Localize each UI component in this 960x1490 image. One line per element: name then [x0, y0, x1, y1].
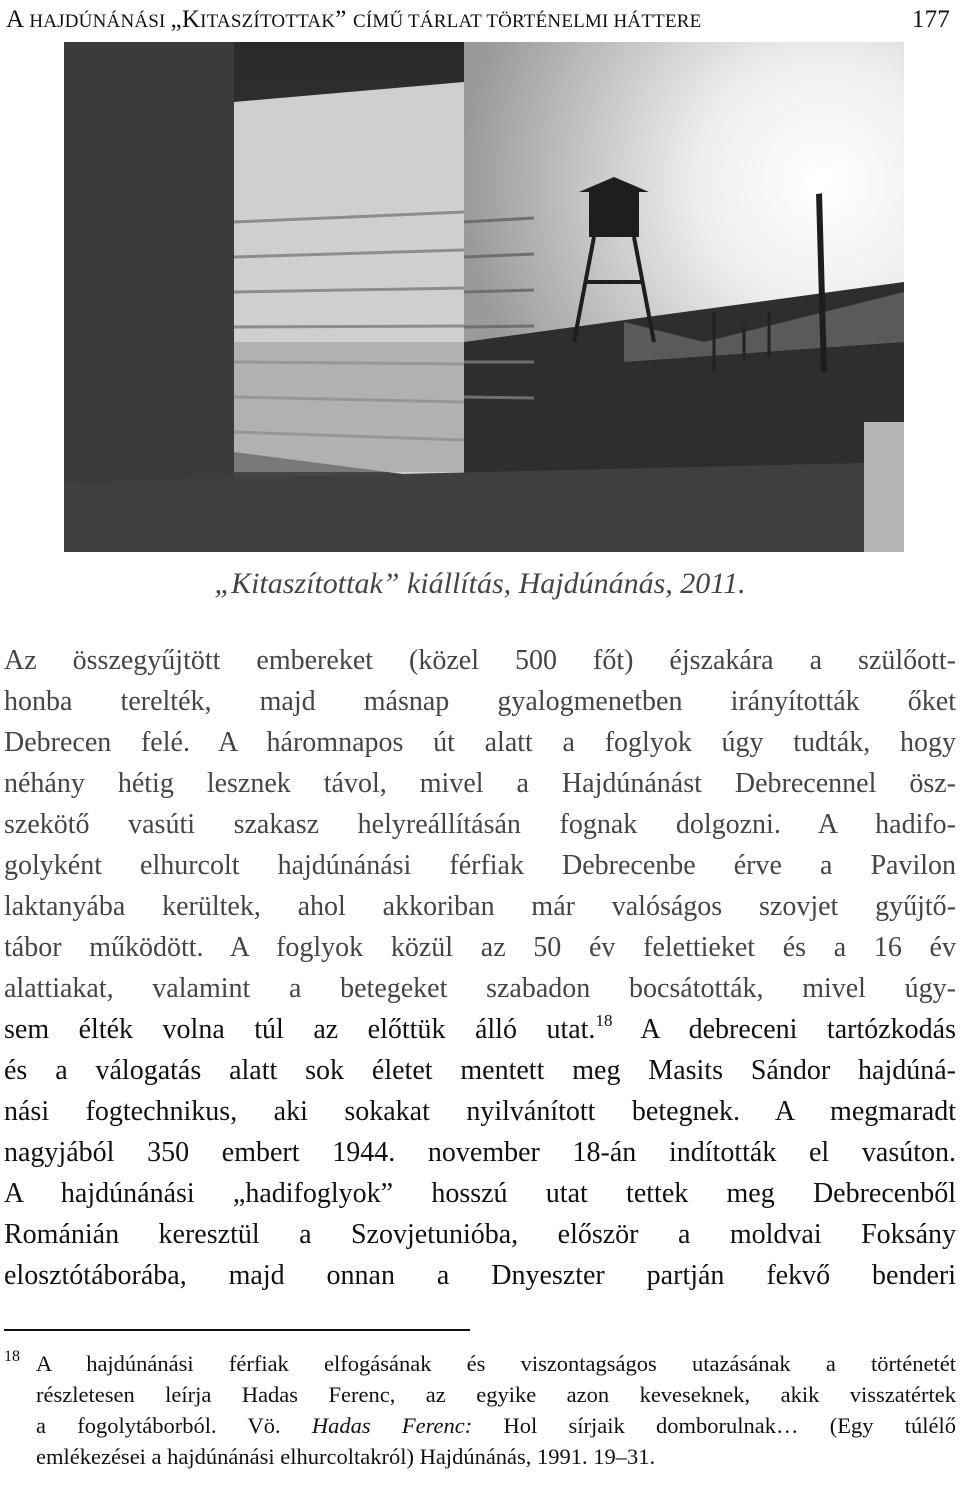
body-line: golyként elhurcolt hajdúnánási férfiak Debrecenbe érve a Pavilon: [4, 850, 956, 881]
body-line: Románián keresztül a Szovjetunióba, először a moldvai Foksány: [4, 1219, 956, 1250]
body-line: A hajdúnánási „hadifoglyok” hosszú utat tettek meg Debrecenből: [4, 1178, 956, 1209]
footnote-line: emlékezései a hajdúnánási elhurcoltakról) Hajdúnánás, 1991. 19–31.: [36, 1444, 656, 1469]
exhibition-photo: [64, 42, 904, 552]
body-line: szekötő vasúti szakasz helyreállításán fognak dolgozni. A hadifo-: [4, 809, 956, 840]
body-line: és a válogatás alatt sok életet mentett meg Masits Sándor hajdúná-: [4, 1055, 956, 1086]
body-line: Az összegyűjtött embereket (közel 500 főt) éjszakára a szülőott-: [4, 645, 956, 676]
figure-caption: „Kitaszítottak” kiállítás, Hajdúnánás, 2011.: [214, 567, 746, 600]
footnote-divider: [4, 1329, 470, 1331]
footnote-line: részletesen leírja Hadas Ferenc, az egyike azon keveseknek, akik visszatértek: [36, 1382, 956, 1407]
body-line: alattiakat, valamint a betegeket szabadon bocsátották, mivel úgy-: [4, 973, 956, 1004]
footnote-text: [36, 1348, 956, 1472]
footnote-reference: 18: [595, 1011, 613, 1030]
body-line: nagyjából 350 embert 1944. november 18-án indították el vasúton.: [4, 1137, 956, 1168]
body-text: [4, 640, 956, 1296]
running-title: A HAJDÚNÁNÁSI „KITASZÍTOTTAK” CÍMŰ TÁRLAT TÖRTÉNELMI HÁTTERE: [6, 6, 702, 33]
body-line: Debrecen felé. A háromnapos út alatt a foglyok úgy tudták, hogy: [4, 727, 956, 758]
footnote-line: a fogolytáborból. Vö. Hadas Ferenc: Hol sírjaik domborulnak… (Egy túlélő: [36, 1413, 957, 1438]
body-line: nási fogtechnikus, aki sokakat nyilvánított betegnek. A megmaradt: [4, 1096, 956, 1127]
body-line: honba terelték, majd másnap gyalogmenetben irányították őket: [4, 686, 956, 717]
body-line-with-footnote: sem élték volna túl az előttük álló utat.$^{18}$ A debreceni tartózkodás: [4, 1011, 956, 1045]
body-line: néhány hétig lesznek távol, mivel a Hajdúnánást Debrecennel ösz-: [4, 768, 956, 799]
body-line: elosztótáborába, majd onnan a Dnyeszter partján fekvő benderi: [4, 1260, 956, 1291]
footnote-line: A hajdúnánási férfiak elfogásának és viszontagságos utazásának a történetét: [36, 1351, 956, 1376]
page-number: 177: [911, 6, 950, 33]
footnote-number: 18: [4, 1348, 20, 1365]
cited-author: Hadas Ferenc:: [311, 1413, 473, 1438]
body-line: tábor működött. A foglyok közül az 50 év felettieket és a 16 év: [4, 932, 956, 963]
body-line: laktanyába kerültek, ahol akkoriban már valóságos szovjet gyűjtő-: [4, 891, 956, 922]
